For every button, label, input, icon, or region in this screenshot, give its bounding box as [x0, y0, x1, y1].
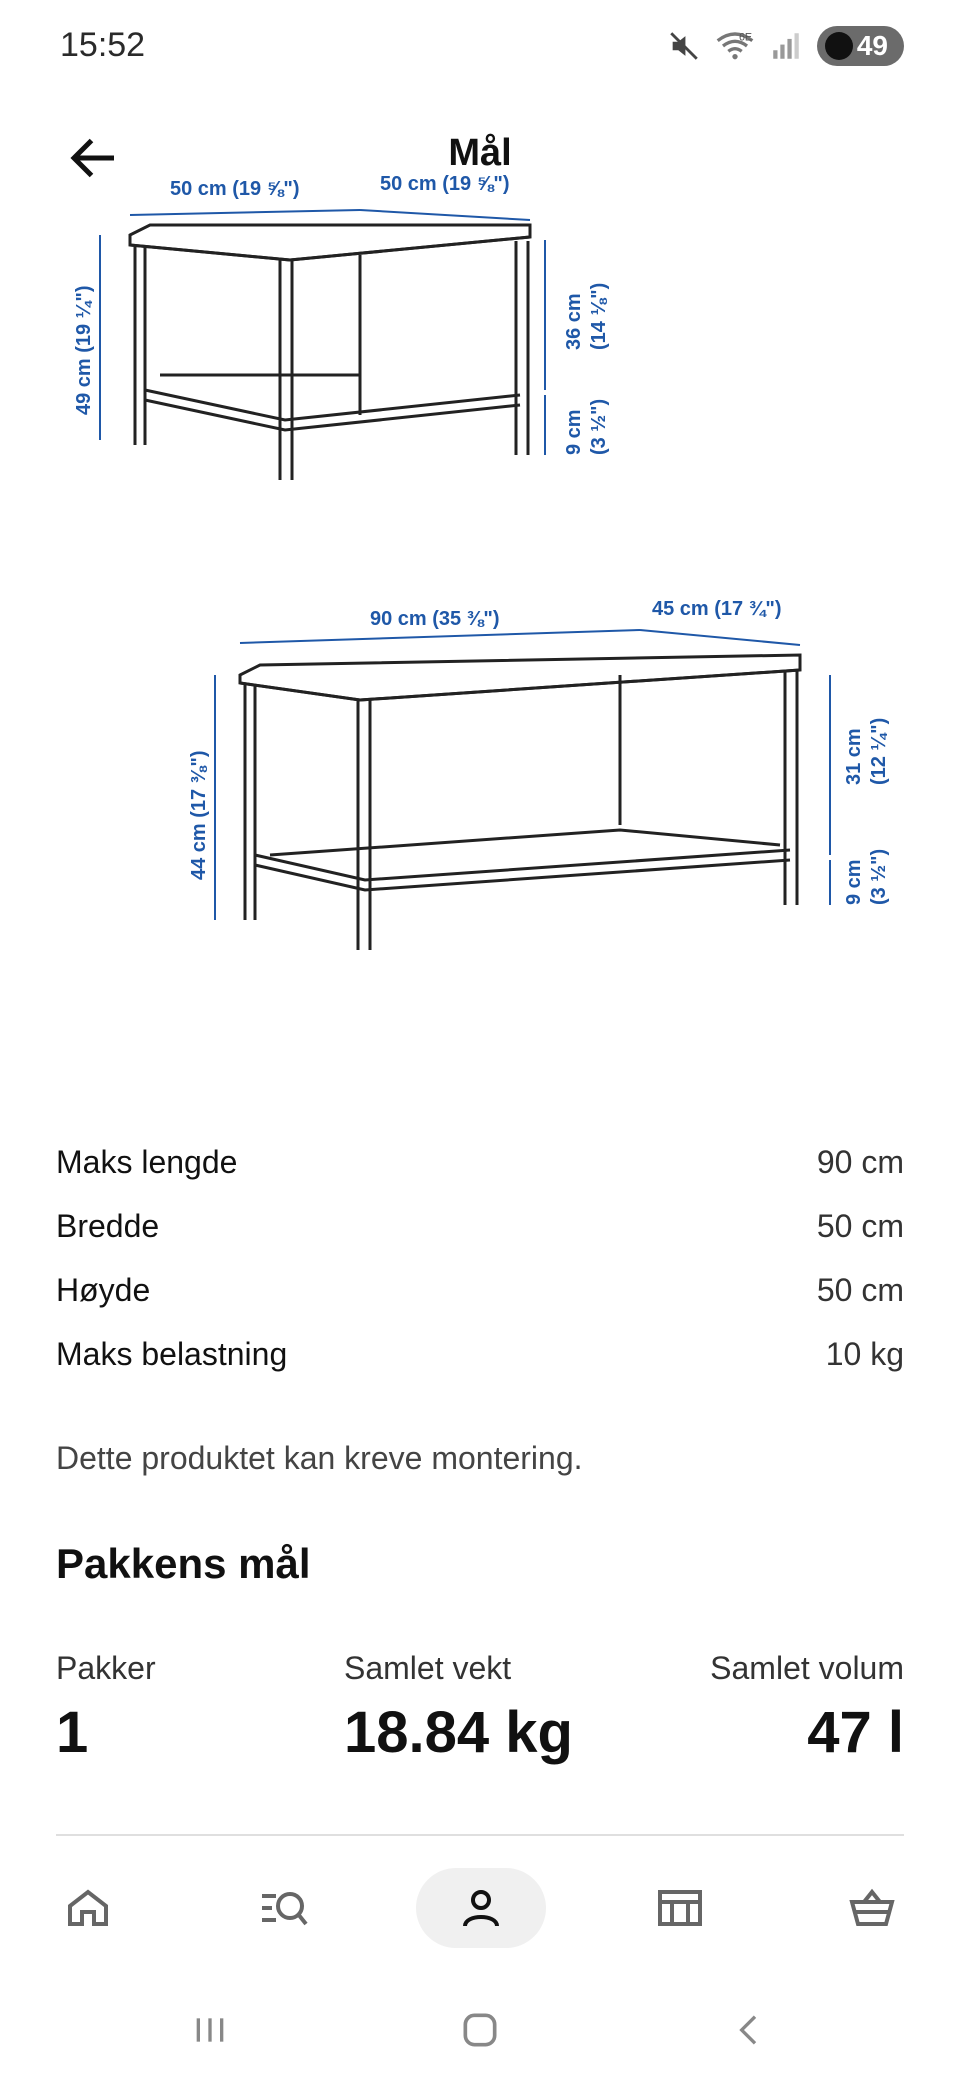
coffee-table-leg-in-label: (3 ½")	[868, 848, 890, 905]
spec-row-max-length	[56, 1130, 904, 1194]
recent-apps-button[interactable]	[180, 2000, 240, 2060]
charging-icon	[825, 32, 853, 60]
spec-row-width	[56, 1194, 904, 1258]
recent-apps-icon	[190, 2010, 230, 2050]
side-table-shelf-gap-label: 36 cm	[563, 293, 585, 350]
status-bar	[0, 0, 960, 100]
nav-basket[interactable]	[832, 1868, 912, 1948]
spec-row-height	[56, 1258, 904, 1322]
status-icons	[667, 26, 904, 66]
system-navigation	[0, 1970, 960, 2080]
spec-row-max-load	[56, 1322, 904, 1386]
side-table-drawing	[130, 225, 530, 480]
coffee-table-depth-label: 45 cm (17 ¾")	[652, 598, 782, 620]
packages-label: Pakker	[56, 1650, 156, 1686]
status-time: 15:52	[60, 26, 146, 64]
nav-profile[interactable]	[416, 1868, 546, 1948]
spec-value: 10 kg	[825, 1335, 904, 1372]
nav-search[interactable]	[244, 1868, 324, 1948]
spec-label: Maks lengde	[56, 1143, 238, 1180]
spec-value: 90 cm	[816, 1143, 904, 1180]
side-table-height-label: 49 cm (19 ¼")	[73, 285, 95, 415]
home-icon	[64, 1884, 112, 1932]
signal-icon	[769, 29, 803, 63]
coffee-table-drawing	[240, 655, 800, 950]
search-list-icon	[258, 1884, 310, 1932]
back-system-button[interactable]	[720, 2000, 780, 2060]
side-table-leg-label: 9 cm	[563, 409, 585, 455]
nav-stores[interactable]	[640, 1868, 720, 1948]
weight-stat	[344, 1650, 573, 1766]
coffee-table-shelf-gap-label: 31 cm	[843, 728, 865, 785]
coffee-table-height-label: 44 cm (17 ⅜")	[188, 750, 210, 880]
page-title: Mål	[448, 132, 512, 174]
side-table-depth-label: 50 cm (19 ⅝")	[380, 173, 510, 195]
spec-value: 50 cm	[816, 1271, 904, 1308]
package-info	[56, 1650, 904, 1770]
coffee-table-length-label: 90 cm (35 ⅜")	[370, 608, 500, 630]
wifi-icon	[715, 29, 755, 63]
weight-value: 18.84 kg	[344, 1700, 573, 1765]
divider	[56, 1834, 904, 1836]
battery-level: 49	[856, 30, 888, 61]
dimension-diagram	[40, 173, 920, 1075]
store-icon	[654, 1884, 706, 1932]
spec-value: 50 cm	[816, 1207, 904, 1244]
coffee-table-shelf-gap-in-label: (12 ¼")	[868, 717, 890, 785]
side-table-width-label: 50 cm (19 ⅝")	[170, 178, 300, 200]
packages-stat	[56, 1650, 156, 1766]
nav-home[interactable]	[48, 1868, 128, 1948]
side-table-shelf-gap-in-label: (14 ⅛")	[588, 282, 610, 350]
packages-value: 1	[56, 1700, 89, 1765]
volume-value: 47 l	[807, 1700, 904, 1765]
bottom-navigation	[0, 1840, 960, 1970]
side-table-leg-in-label: (3 ½")	[588, 398, 610, 455]
home-system-button[interactable]	[450, 2000, 510, 2060]
basket-icon	[846, 1884, 898, 1932]
spec-label: Bredde	[56, 1207, 160, 1244]
coffee-table-leg-label: 9 cm	[843, 859, 865, 905]
home-square-icon	[458, 2008, 502, 2052]
assembly-note: Dette produktet kan kreve montering.	[56, 1440, 583, 1476]
chevron-left-icon	[730, 2010, 770, 2050]
spec-label: Maks belastning	[56, 1335, 288, 1372]
volume-stat	[710, 1650, 904, 1766]
package-section-title: Pakkens mål	[56, 1540, 311, 1587]
battery-indicator	[817, 26, 904, 66]
profile-icon	[457, 1884, 505, 1932]
volume-label: Samlet volum	[710, 1650, 904, 1686]
side-table-dimensions	[100, 210, 545, 455]
mute-icon	[667, 29, 701, 63]
network-label: 6E	[738, 31, 752, 44]
spec-list	[56, 1130, 904, 1386]
weight-label: Samlet vekt	[344, 1650, 512, 1686]
spec-label: Høyde	[56, 1271, 151, 1308]
